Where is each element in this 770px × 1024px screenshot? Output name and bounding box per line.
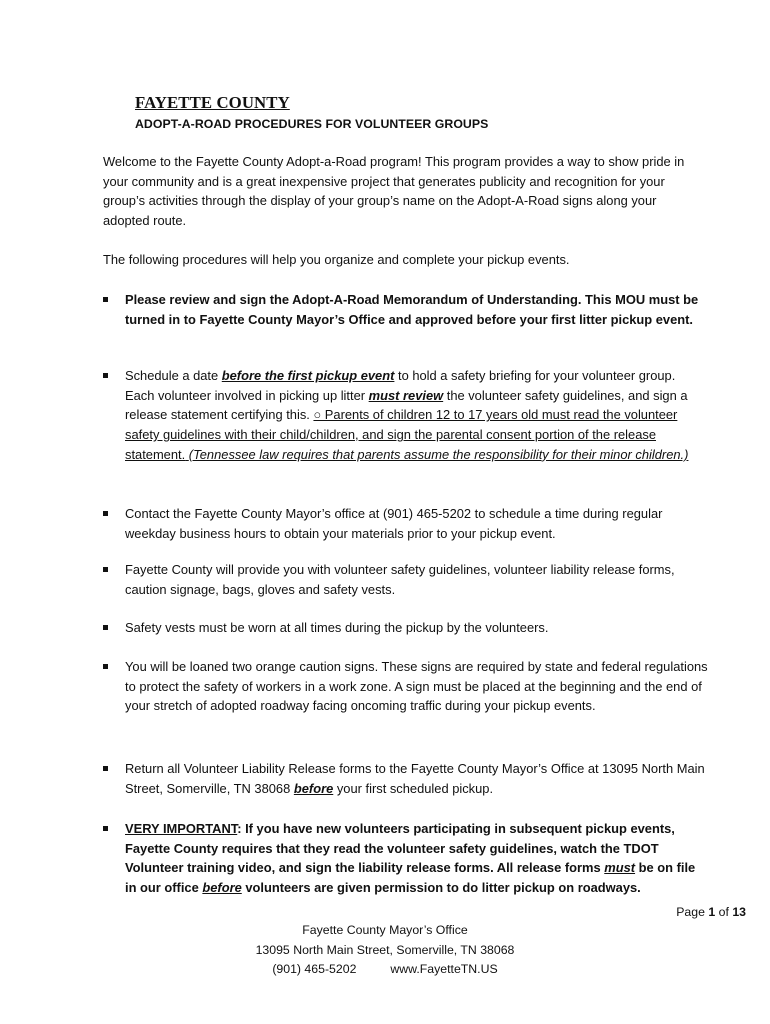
emphasis-run: must [604, 860, 636, 876]
bullet-text: Please review and sign the Adopt-A-Road Memorandum of Understanding. This MOU must be turned in to Fayette County Mayor’s Office and approved before your first litter pickup event. [125, 292, 699, 327]
bullet-square-icon [103, 297, 108, 302]
underlined-run: ○ Parents of children 12 to 17 years old must read the volunteer safety guidelines with their child/children, and sign the parental consent portion of the release statement. [125, 407, 678, 462]
text-run: volunteers are given permission to do litter pickup on roadways. [241, 880, 641, 896]
text-run: be on file in our office [125, 860, 696, 896]
page-subtitle: ADOPT-A-ROAD PROCEDURES FOR VOLUNTEER GROUPS [135, 117, 489, 131]
page-prefix: Page [676, 905, 709, 919]
text-run: Return all Volunteer Liability Release forms to the Fayette County Mayor’s Office at 13095 North Main Street, Somerville, TN 38068 [125, 761, 705, 796]
bullet-text [125, 366, 708, 465]
bullet-text: Safety vests must be worn at all times during the pickup by the volunteers. [125, 620, 549, 635]
text-run: Schedule a date [125, 368, 222, 383]
page-title: FAYETTE COUNTY [135, 93, 290, 112]
bullet-square-icon [103, 826, 108, 831]
bullet-square-icon [103, 511, 108, 516]
emphasis-run: before [293, 780, 334, 796]
bullet-text: Fayette County will provide you with volunteer safety guidelines, volunteer liability release forms, caution signage, bags, gloves and safety vests. [125, 562, 675, 597]
bullet-square-icon [103, 625, 108, 630]
bullet-square-icon [103, 766, 108, 771]
underlined-run: VERY IMPORTANT [125, 821, 238, 836]
page-number [676, 903, 746, 923]
bullet-text: Contact the Fayette County Mayor’s office at (901) 465-5202 to schedule a time during regular weekday business hours to obtain your materials prior to your pickup event. [125, 506, 663, 541]
bullet-square-icon [103, 567, 108, 572]
footer-phone: (901) 465-5202 [272, 962, 357, 977]
page-total: 13 [732, 905, 746, 919]
procedures-intro: The following procedures will help you organize and complete your pickup events. [103, 252, 570, 267]
bullet-text [125, 759, 708, 798]
text-run: your first scheduled pickup. [333, 780, 494, 796]
page-current: 1 [708, 905, 716, 919]
bullet-text [125, 819, 708, 898]
emphasis-run: before [202, 880, 242, 896]
text-run: : If you have new volunteers participating in subsequent pickup events, Fayette County requires that they read the volunteer safety guidelines, watch the TDOT Volunteer training video, and sign the liability release forms. All release forms [125, 821, 675, 876]
emphasis-run: before the first pickup event [221, 368, 395, 383]
bullet-square-icon [103, 373, 108, 378]
bullet-square-icon [103, 664, 108, 669]
intro-paragraph: Welcome to the Fayette County Adopt-a-Road program! This program provides a way to show pride in your community and is a great inexpensive project that generates publicity and recognition for your group’s activities through the display of your group’s name on the Adopt-A-Road signs along your adopted route. [103, 154, 685, 229]
footer-contact-row [0, 960, 770, 980]
footer-office: Fayette County Mayor’s Office [302, 923, 468, 937]
page-of: of [715, 905, 733, 919]
bullet-text: You will be loaned two orange caution signs. These signs are required by state and federal regulations to protect the safety of workers in a work zone. A sign must be placed at the beginning and the end of your stretch of adopted roadway facing oncoming traffic during your pickup events. [125, 659, 708, 714]
footer-address: 13095 North Main Street, Somerville, TN 38068 [255, 942, 515, 957]
text-run: to hold a safety briefing for your volunteer group. Each volunteer involved in picking up litter [125, 368, 676, 403]
text-run: the volunteer safety guidelines, and sign a release statement certifying this. [125, 387, 688, 423]
italic-underlined-run: (Tennessee law requires that parents assume the responsibility for their minor children.) [188, 446, 689, 462]
emphasis-run: must review [368, 387, 444, 403]
page-footer [0, 921, 770, 980]
footer-website: www.FayetteTN.US [390, 962, 498, 977]
